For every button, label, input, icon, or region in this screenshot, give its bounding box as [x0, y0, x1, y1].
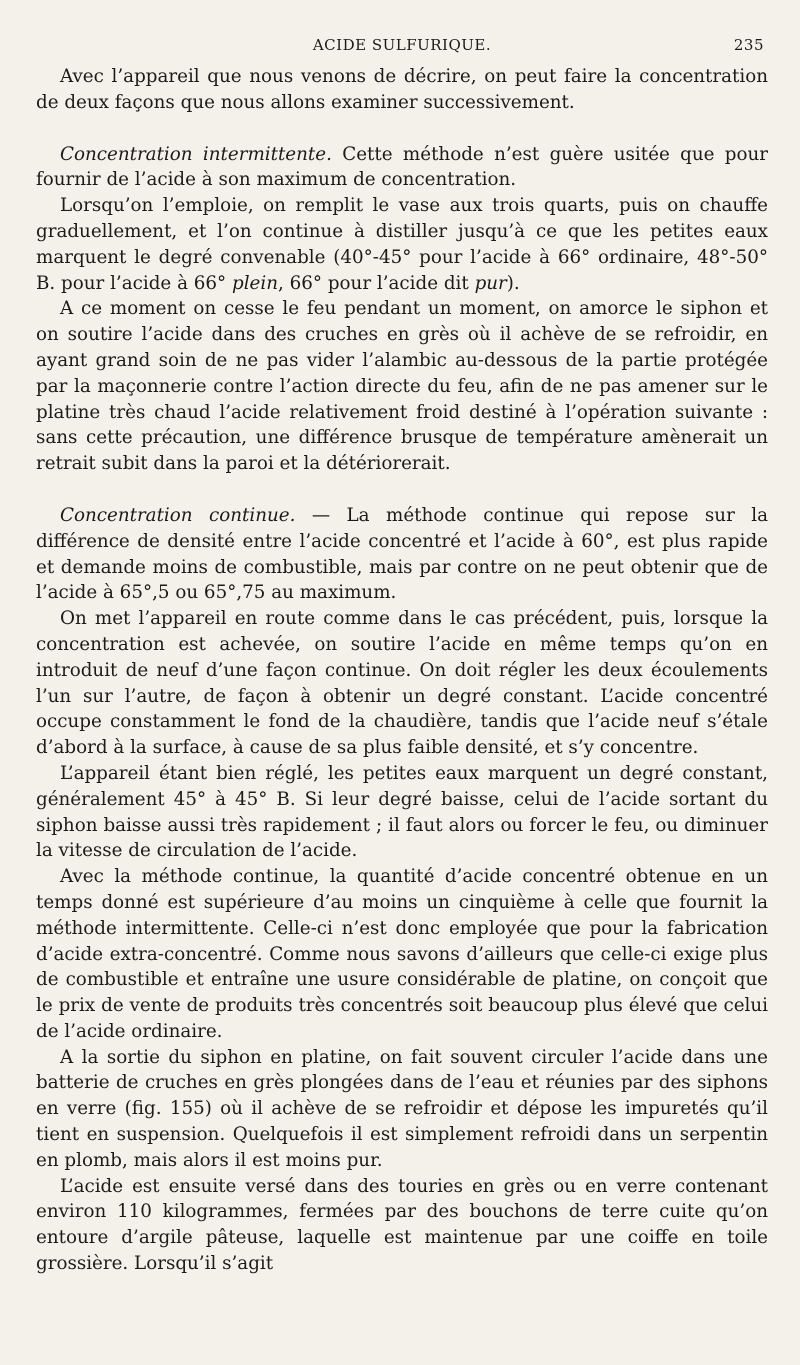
paragraph-intermittent-siphon: [36, 296, 768, 477]
italic-term: plein: [232, 272, 278, 294]
paragraph-text: A la sortie du siphon en platine, on fait souvent circuler l’acide dans une batterie de cruches en grès plongées dans de l’eau et réunies par des siphons en verre (fig. 155) où il achève de se refroidir et dépose les impuretés qu’il tient en suspension. Quelquefois il est simplement refroidi dans un serpentin en plomb, mais alors il est moins pur.: [36, 1046, 768, 1171]
paragraph-text: Lorsqu’on l’emploie, on remplit le vase aux trois quarts, puis on chauffe graduellement, et l’on continue à distiller jusqu’à ce que les petites eaux marquent le degré convenable (40°-45° pour l’acide à 66° ordinaire, 48°-50° B. pour l’acide à 66°: [36, 195, 768, 294]
page-header: [36, 30, 768, 64]
page-number: 235: [733, 36, 764, 54]
paragraph-text: Avec la méthode continue, la quantité d’acide concentré obtenue en un temps donné est supérieure d’au moins un cinquième à celle que fournit la méthode intermittente. Celle-ci n’est donc employée que pour la fabrication d’acide extra-concentré. Comme nous savons d’ailleurs que celle-ci exige plus de combustible et entraîne une usure considérable de platine, on conçoit que le prix de vente de produits très concentrés soit beaucoup plus élevé que celui de l’acide ordinaire.: [36, 866, 768, 1042]
paragraph-cooling: [36, 1045, 768, 1174]
paragraph-text: Cette méthode n’est guère usitée que pour fournir de l’acide à son maximum de concentration.: [36, 143, 768, 191]
paragraph-continuous-heading: [36, 503, 768, 606]
section-lead-intermittent: Concentration intermittente.: [60, 143, 332, 165]
paragraph-text: ).: [506, 272, 520, 294]
italic-term: pur: [474, 272, 507, 294]
paragraph-storage: [36, 1174, 768, 1277]
paragraph-intermittent-procedure: [36, 193, 768, 296]
paragraph-text: Avec l’appareil que nous venons de décrire, on peut faire la concentration de deux façons que nous allons examiner successivement.: [36, 66, 768, 113]
body-text: [36, 64, 768, 1277]
paragraph-continuous-comparison: [36, 864, 768, 1045]
paragraph-continuous-regulation: [36, 761, 768, 864]
section-lead-continuous: Concentration continue.: [60, 504, 296, 526]
paragraph-text: — La méthode continue qui repose sur la différence de densité entre l’acide concentré et l’acide à 60°, est plus rapide et demande moins de combustible, mais par contre on ne peut obtenir que de l’acide à 65°,5 ou 65°,75 au maximum.: [36, 504, 768, 604]
running-title: ACIDE SULFURIQUE.: [312, 36, 492, 54]
paragraph-text: L’acide est ensuite versé dans des touries en grès ou en verre contenant environ 110 kilogrammes, fermées par des bouchons de terre cuite qu’on entoure d’argile pâteuse, laquelle est maintenue par une coiffe en toile grossière. Lorsqu’il s’agit: [36, 1175, 768, 1275]
paragraph-text: On met l’appareil en route comme dans le cas précédent, puis, lorsque la concentration est achevée, on soutire l’acide en même temps qu’on en introduit de neuf d’une façon continue. On doit régler les deux écoulements l’un sur l’autre, de façon à obtenir un degré constant. L’acide concentré occupe constamment le fond de la chaudière, tandis que l’acide neuf s’étale d’abord à la surface, à cause de sa plus faible densité, et s’y concentre.: [36, 608, 768, 759]
paragraph-text: , 66° pour l’acide dit: [278, 272, 475, 294]
paragraph-continuous-operation: [36, 606, 768, 761]
paragraph-intro: [36, 64, 768, 116]
paragraph-intermittent-heading: [36, 142, 768, 194]
paragraph-text: A ce moment on cesse le feu pendant un moment, on amorce le siphon et on soutire l’acide dans des cruches en grès où il achève de se refroidir, en ayant grand soin de ne pas vider l’alambic au-dessous de la partie protégée par la maçonnerie contre l’action directe du feu, afin de ne pas amener sur le platine très chaud l’acide relativement froid destiné à l’opération suivante : sans cette précaution, une différence brusque de température amènerait un retrait subit dans la paroi et la détériorerait.: [36, 298, 768, 475]
paragraph-text: L’appareil étant bien réglé, les petites eaux marquent un degré constant, généralement 45° à 45° B. Si leur degré baisse, celui de l’acide sortant du siphon baisse aussi très rapidement ; il faut alors ou forcer le feu, ou diminuer la vitesse de circulation de l’acide.: [36, 762, 768, 862]
